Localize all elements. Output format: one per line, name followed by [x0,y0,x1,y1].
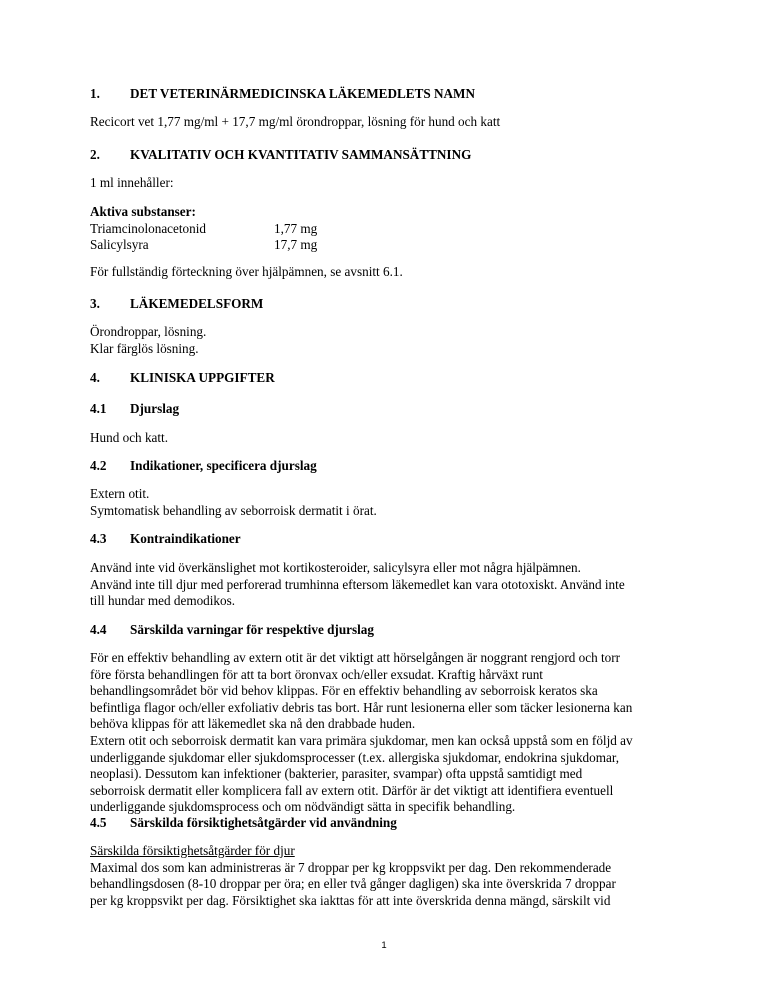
section-number: 4.4 [90,622,107,637]
active-substances-block [90,204,690,254]
text-line: Maximal dos som kan administreras är 7 droppar per kg kroppsvikt per dag. Den rekommenderade [90,859,612,875]
section-4-4-heading [90,622,374,639]
section-number: 4.1 [90,401,107,416]
text-line: Klar färglös lösning. [90,340,199,356]
text-line: behöva klippas för att läkemedlet ska nå den drabbade huden. [90,716,416,732]
pharmaceutical-form-text [90,324,690,357]
contraindications-text [90,560,690,610]
substance-amount: 17,7 mg [274,237,318,253]
substance-name: Salicylsyra [90,237,149,253]
excipients-note: För fullständig förteckning över hjälpämnen, se avsnitt 6.1. [90,264,403,279]
precautions-subheading: Särskilda försiktighetsåtgärder för djur [90,843,295,858]
section-title: Indikationer, specificera djurslag [130,458,317,473]
active-substances-heading: Aktiva substanser: [90,204,196,219]
text-line: Örondroppar, lösning. [90,324,207,339]
section-title: KLINISKA UPPGIFTER [130,370,275,385]
section-4-3-heading [90,531,241,548]
text-line: behandlingsdosen (8-10 droppar per öra; en eller två gånger dagligen) ska inte överskrida 7 droppar [90,876,616,892]
text-line: För en effektiv behandling av extern otit är det viktigt att hörselgången är noggrant rengjord och torr [90,650,621,665]
page-number: 1 [381,940,387,951]
substance-row [90,237,690,254]
text-line: behandlingsområdet bör vid behov klippas. För en effektiv behandling av seborroisk keratos ska [90,683,598,699]
section-number: 4.2 [90,458,107,473]
section-4-5-heading [90,815,397,832]
text-line: underliggande sjukdomsprocess och om nödvändigt sätta in specifik behandling. [90,799,516,815]
section-title: Särskilda försiktighetsåtgärder vid användning [130,815,397,830]
section-4-1-heading [90,401,179,418]
target-species-text: Hund och katt. [90,430,169,445]
section-2-heading [90,147,471,164]
composition-intro: 1 ml innehåller: [90,175,174,190]
section-number: 4.3 [90,531,107,546]
text-line: neoplasi). Dessutom kan infektioner (bakterier, parasiter, svampar) ofta uppstå samtidigt med [90,766,583,782]
section-title: DET VETERINÄRMEDICINSKA LÄKEMEDLETS NAMN [130,86,476,101]
product-name-text: Recicort vet 1,77 mg/ml + 17,7 mg/ml örondroppar, lösning för hund och katt [90,114,501,129]
text-line: Extern otit. [90,486,150,501]
text-line: underliggande sjukdomar eller sjukdomsprocesser (t.ex. allergiska sjukdomar, endokrina sjukdomar, [90,749,619,765]
section-1-heading [90,86,475,103]
text-line: till hundar med demodikos. [90,593,236,609]
text-line: seborroisk dermatit eller komplicera fall av extern otit. Därför är det viktigt att identifiera eventuell [90,782,614,798]
precautions-text [90,843,690,909]
text-line: Extern otit och seborroisk dermatit kan vara primära sjukdomar, men kan också uppstå som en följd av [90,732,633,748]
section-title: Särskilda varningar för respektive djurslag [130,622,374,637]
text-line: Symtomatisk behandling av seborroisk dermatit i örat. [90,502,377,518]
section-number: 3. [90,296,100,311]
text-line: befintliga flagor och/eller exfoliativ debris tas bort. Hår runt lesionerna eller som täcker lesionerna kan [90,699,633,715]
section-title: Kontraindikationer [130,531,241,546]
section-number: 4.5 [90,815,107,830]
section-3-heading [90,296,263,313]
text-line: Använd inte vid överkänslighet mot kortikosteroider, salicylsyra eller mot några hjälpämnen. [90,560,581,575]
section-4-heading [90,370,275,387]
text-line: Använd inte till djur med perforerad trumhinna eftersom läkemedlet kan vara ototoxiskt. Använd inte [90,576,625,592]
substance-row [90,221,690,238]
section-number: 1. [90,86,100,101]
text-line: per kg kroppsvikt per dag. Försiktighet ska iakttas för att inte överskrida denna mängd, särskilt vid [90,892,611,908]
section-number: 4. [90,370,100,385]
section-number: 2. [90,147,100,162]
text-line: före första behandlingen för att ta bort öronvax och/eller exsudat. Kraftig hårväxt runt [90,666,543,682]
section-4-2-heading [90,458,317,475]
substance-name: Triamcinolonacetonid [90,220,206,236]
indications-text [90,486,690,519]
section-title: KVALITATIV OCH KVANTITATIV SAMMANSÄTTNING [130,147,472,162]
section-title: Djurslag [130,401,180,416]
special-warnings-text [90,650,690,816]
section-title: LÄKEMEDELSFORM [130,296,264,311]
substance-amount: 1,77 mg [274,220,318,236]
